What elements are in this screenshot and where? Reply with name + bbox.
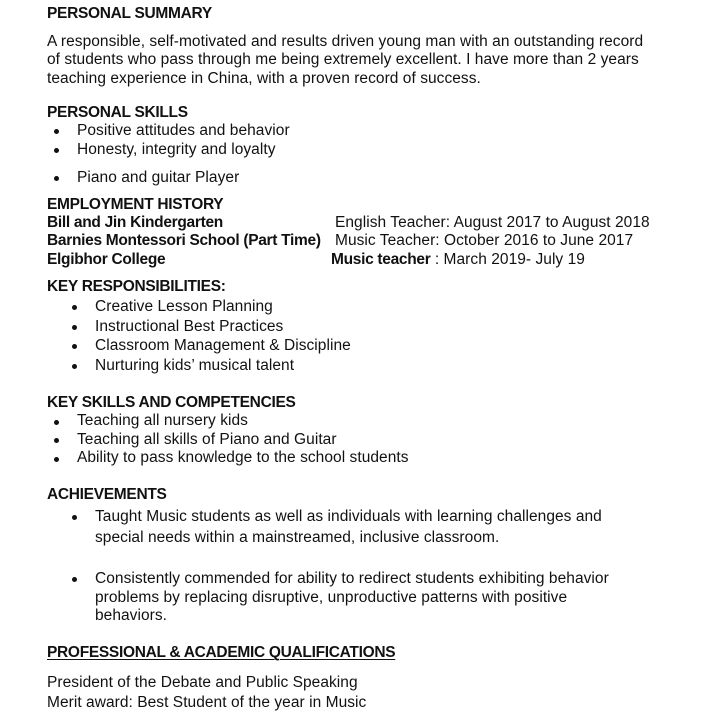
section-heading-competencies: KEY SKILLS AND COMPETENCIES <box>47 394 296 411</box>
list-item: Instructional Best Practices <box>95 318 284 335</box>
list-item: Teaching all nursery kids <box>77 412 248 429</box>
bullet-icon <box>72 515 77 520</box>
employment-role: Music Teacher: October 2016 to June 2017 <box>335 232 634 249</box>
employment-role-dates: : March 2019- July 19 <box>430 251 585 268</box>
employer-name: Barnies Montessori School (Part Time) <box>47 232 321 249</box>
achievement-line: Taught Music students as well as individuals with learning challenges and <box>95 508 602 525</box>
list-item: Nurturing kids’ musical talent <box>95 357 295 374</box>
employment-role-title: Music teacher <box>331 251 431 268</box>
summary-line: of students who pass through me being extremely excellent. I have more than 2 years <box>47 51 639 68</box>
achievement-line: special needs within a mainstreamed, inclusive classroom. <box>95 529 500 546</box>
list-item: Piano and guitar Player <box>77 169 240 186</box>
list-item: Teaching all skills of Piano and Guitar <box>77 431 337 448</box>
qualification-item: Merit award: Best Student of the year in Music <box>47 694 367 711</box>
section-heading-qualifications: PROFESSIONAL & ACADEMIC QUALIFICATIONS <box>47 644 396 661</box>
bullet-icon <box>72 305 77 310</box>
bullet-icon <box>54 457 59 462</box>
list-item: Classroom Management & Discipline <box>95 337 351 354</box>
summary-line: A responsible, self-motivated and results driven young man with an outstanding record <box>47 33 644 50</box>
section-heading-responsibilities: KEY RESPONSIBILITIES: <box>47 278 226 295</box>
list-item: Creative Lesson Planning <box>95 298 273 315</box>
bullet-icon <box>72 364 77 369</box>
section-heading-achievements: ACHIEVEMENTS <box>47 486 167 503</box>
employer-name: Elgibhor College <box>47 251 166 268</box>
list-item: Ability to pass knowledge to the school students <box>77 449 409 466</box>
employment-role <box>331 251 585 269</box>
achievement-line: problems by replacing disruptive, unproductive patterns with positive <box>95 589 568 606</box>
bullet-icon <box>54 420 59 425</box>
bullet-icon <box>54 129 59 134</box>
employment-role: English Teacher: August 2017 to August 2018 <box>335 214 650 231</box>
bullet-icon <box>54 176 59 181</box>
achievement-line: behaviors. <box>95 607 168 624</box>
section-heading-skills: PERSONAL SKILLS <box>47 104 188 121</box>
section-heading-summary: PERSONAL SUMMARY <box>47 5 212 22</box>
section-heading-employment: EMPLOYMENT HISTORY <box>47 196 224 213</box>
bullet-icon <box>54 148 59 153</box>
employer-name: Bill and Jin Kindergarten <box>47 214 223 231</box>
achievement-line: Consistently commended for ability to redirect students exhibiting behavior <box>95 570 609 587</box>
summary-line: teaching experience in China, with a proven record of success. <box>47 70 481 87</box>
list-item: Honesty, integrity and loyalty <box>77 141 276 158</box>
bullet-icon <box>54 438 59 443</box>
qualification-item: President of the Debate and Public Speaking <box>47 674 358 691</box>
bullet-icon <box>72 577 77 582</box>
bullet-icon <box>72 344 77 349</box>
list-item: Positive attitudes and behavior <box>77 122 290 139</box>
bullet-icon <box>72 325 77 330</box>
